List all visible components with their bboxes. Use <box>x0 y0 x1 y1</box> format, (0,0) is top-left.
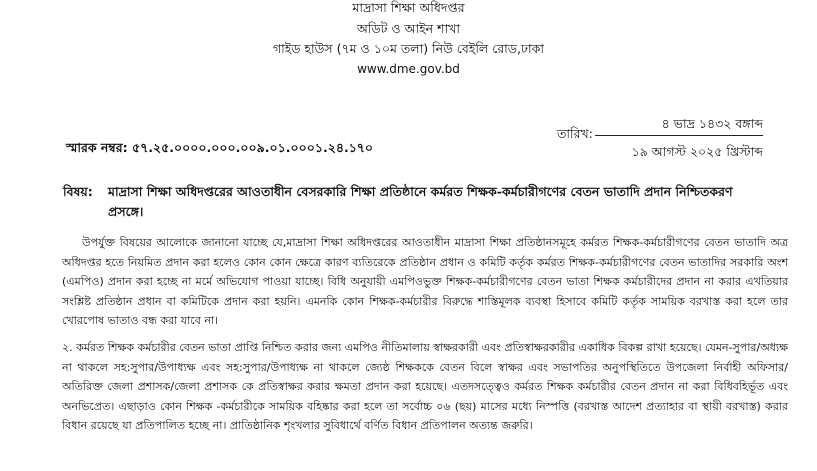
office-address: গাইড হাউস (৭ম ও ১০ম তলা) নিউ বেইলি রোড,ঢাকা <box>272 41 545 56</box>
office-website: www.dme.gov.bd <box>357 62 460 76</box>
date-bangla: ৪ ভাদ্র ১৪৩২ বঙ্গাব্দ <box>661 116 763 131</box>
subject-label: বিষয়: <box>63 184 93 199</box>
date-label: তারিখ: <box>557 126 593 141</box>
body-paragraph-1: উপর্যুক্ত বিষয়ের আলোকে জানানো যাচ্ছে যে,মাদ্রাসা শিক্ষা অধিদপ্তরের আওতাধীন মাদ্রাসা শিক্ষা প্রতিষ্ঠানসমূহে কর্মরত শিক্ষক-কর্মচারীগণের বেতন ভাতাদি অত্র অধিদপ্তর হতে নিয়মিত প্রদান করা হলেও কোন কোন ক্ষেত্রে কারণ ব্যতিরেকে প্রতিষ্ঠান প্রধান ও কমিটি কর্তৃক কর্মরত শিক্ষক-কর্মচারীগণের বেতন ভাতাদির সরকারি অংশ (এমপিও) প্রদান করা হচ্ছে না মর্মে অভিযোগ পাওয়া যাচ্ছে। বিধি অনুযায়ী এমপিওভুক্ত শিক্ষক-কর্মচারীগণের বেতন ভাতা শিক্ষক কর্মচারীদের প্রদান না করার এখতিয়ার সংশ্লিষ্ট প্রতিষ্ঠান প্রধান বা কমিটিকে প্রদান করা হয়নি। এমনকি কোন শিক্ষক-কর্মচারীর বিরুদ্ধে শাস্তিমূলক ব্যবস্থা হিসাবে কমিটি কর্তৃক সাময়িক বরখাস্ত করা হলে তার খোরপোষ ভাতাও বন্ধ করা যাবে না। <box>62 236 788 327</box>
memo-number-line <box>66 140 373 160</box>
office-name: মাদ্রাসা শিক্ষা অধিদপ্তর <box>352 0 465 15</box>
date-gregorian: ১৯ আগস্ট ২০২৫ খ্রিস্টাব্দ <box>631 144 763 159</box>
branch-name: অডিট ও আইন শাখা <box>357 21 460 36</box>
body-paragraph-2: ২. কর্মরত শিক্ষক কর্মচারীর বেতন ভাতা প্রাপ্তি নিশ্চিত করার জন্য এমপিও নীতিমালায় স্বাক্ষরকারী এবং প্রতিস্বাক্ষরকারীর একাধিক বিকল্প রাখা হয়েছে। যেমন-সুপার/অধ্যক্ষ না থাকলে সহ:সুপার/উপাধ্যক্ষ এবং সহ:সুপার/উপাধ্যক্ষ না থাকলে জ্যেষ্ঠ শিক্ষককে বেতন বিলে স্বাক্ষর এবং সভাপতির অনুপস্থিতিতে উপজেলা নির্বাহী অফিসার/অতিরিক্ত জেলা প্রশাসক/জেলা প্রশাসক কে প্রতিস্বাক্ষর করার ক্ষমতা প্রদান করা হয়েছে। এতদসত্ত্বেও কর্মরত শিক্ষক কর্মচারীর বেতন প্রদান না করা বিধিবহির্ভূত এবং অনভিপ্রেত। এছাড়াও কোন শিক্ষক -কর্মচারীকে সাময়িক বহিষ্কার করা হলে তা সর্বোচ্চ ০৬ (ছয়) মাসের মধ্যে নিস্পত্তি (বরখাস্ত আদেশ প্রত্যাহার বা স্থায়ী বরখাস্ত) করার বিধান রয়েছে যা প্রতিপালিত হচ্ছে না। প্রাতিষ্ঠানিক শৃংখলার সুবিধার্থে বর্ণিত বিধান প্রতিপালন অত্যন্ত জরুরি। <box>62 341 788 432</box>
memo-number: ৫৭.২৫.০০০০.০০০.০০৯.০১.০০০১.২৪.১৭০ <box>132 140 374 155</box>
memo-label: স্মারক নম্বর: <box>66 140 128 155</box>
subject-text: মাদ্রাসা শিক্ষা অধিদপ্তরের আওতাধীন বেসরকারি শিক্ষা প্রতিষ্ঠানে কর্মরত শিক্ষক-কর্মচারীগণের বেতন ভাতাদি প্রদান নিশ্চিতকরণ প্রসঙ্গে। <box>108 184 733 219</box>
date-divider <box>595 135 763 136</box>
